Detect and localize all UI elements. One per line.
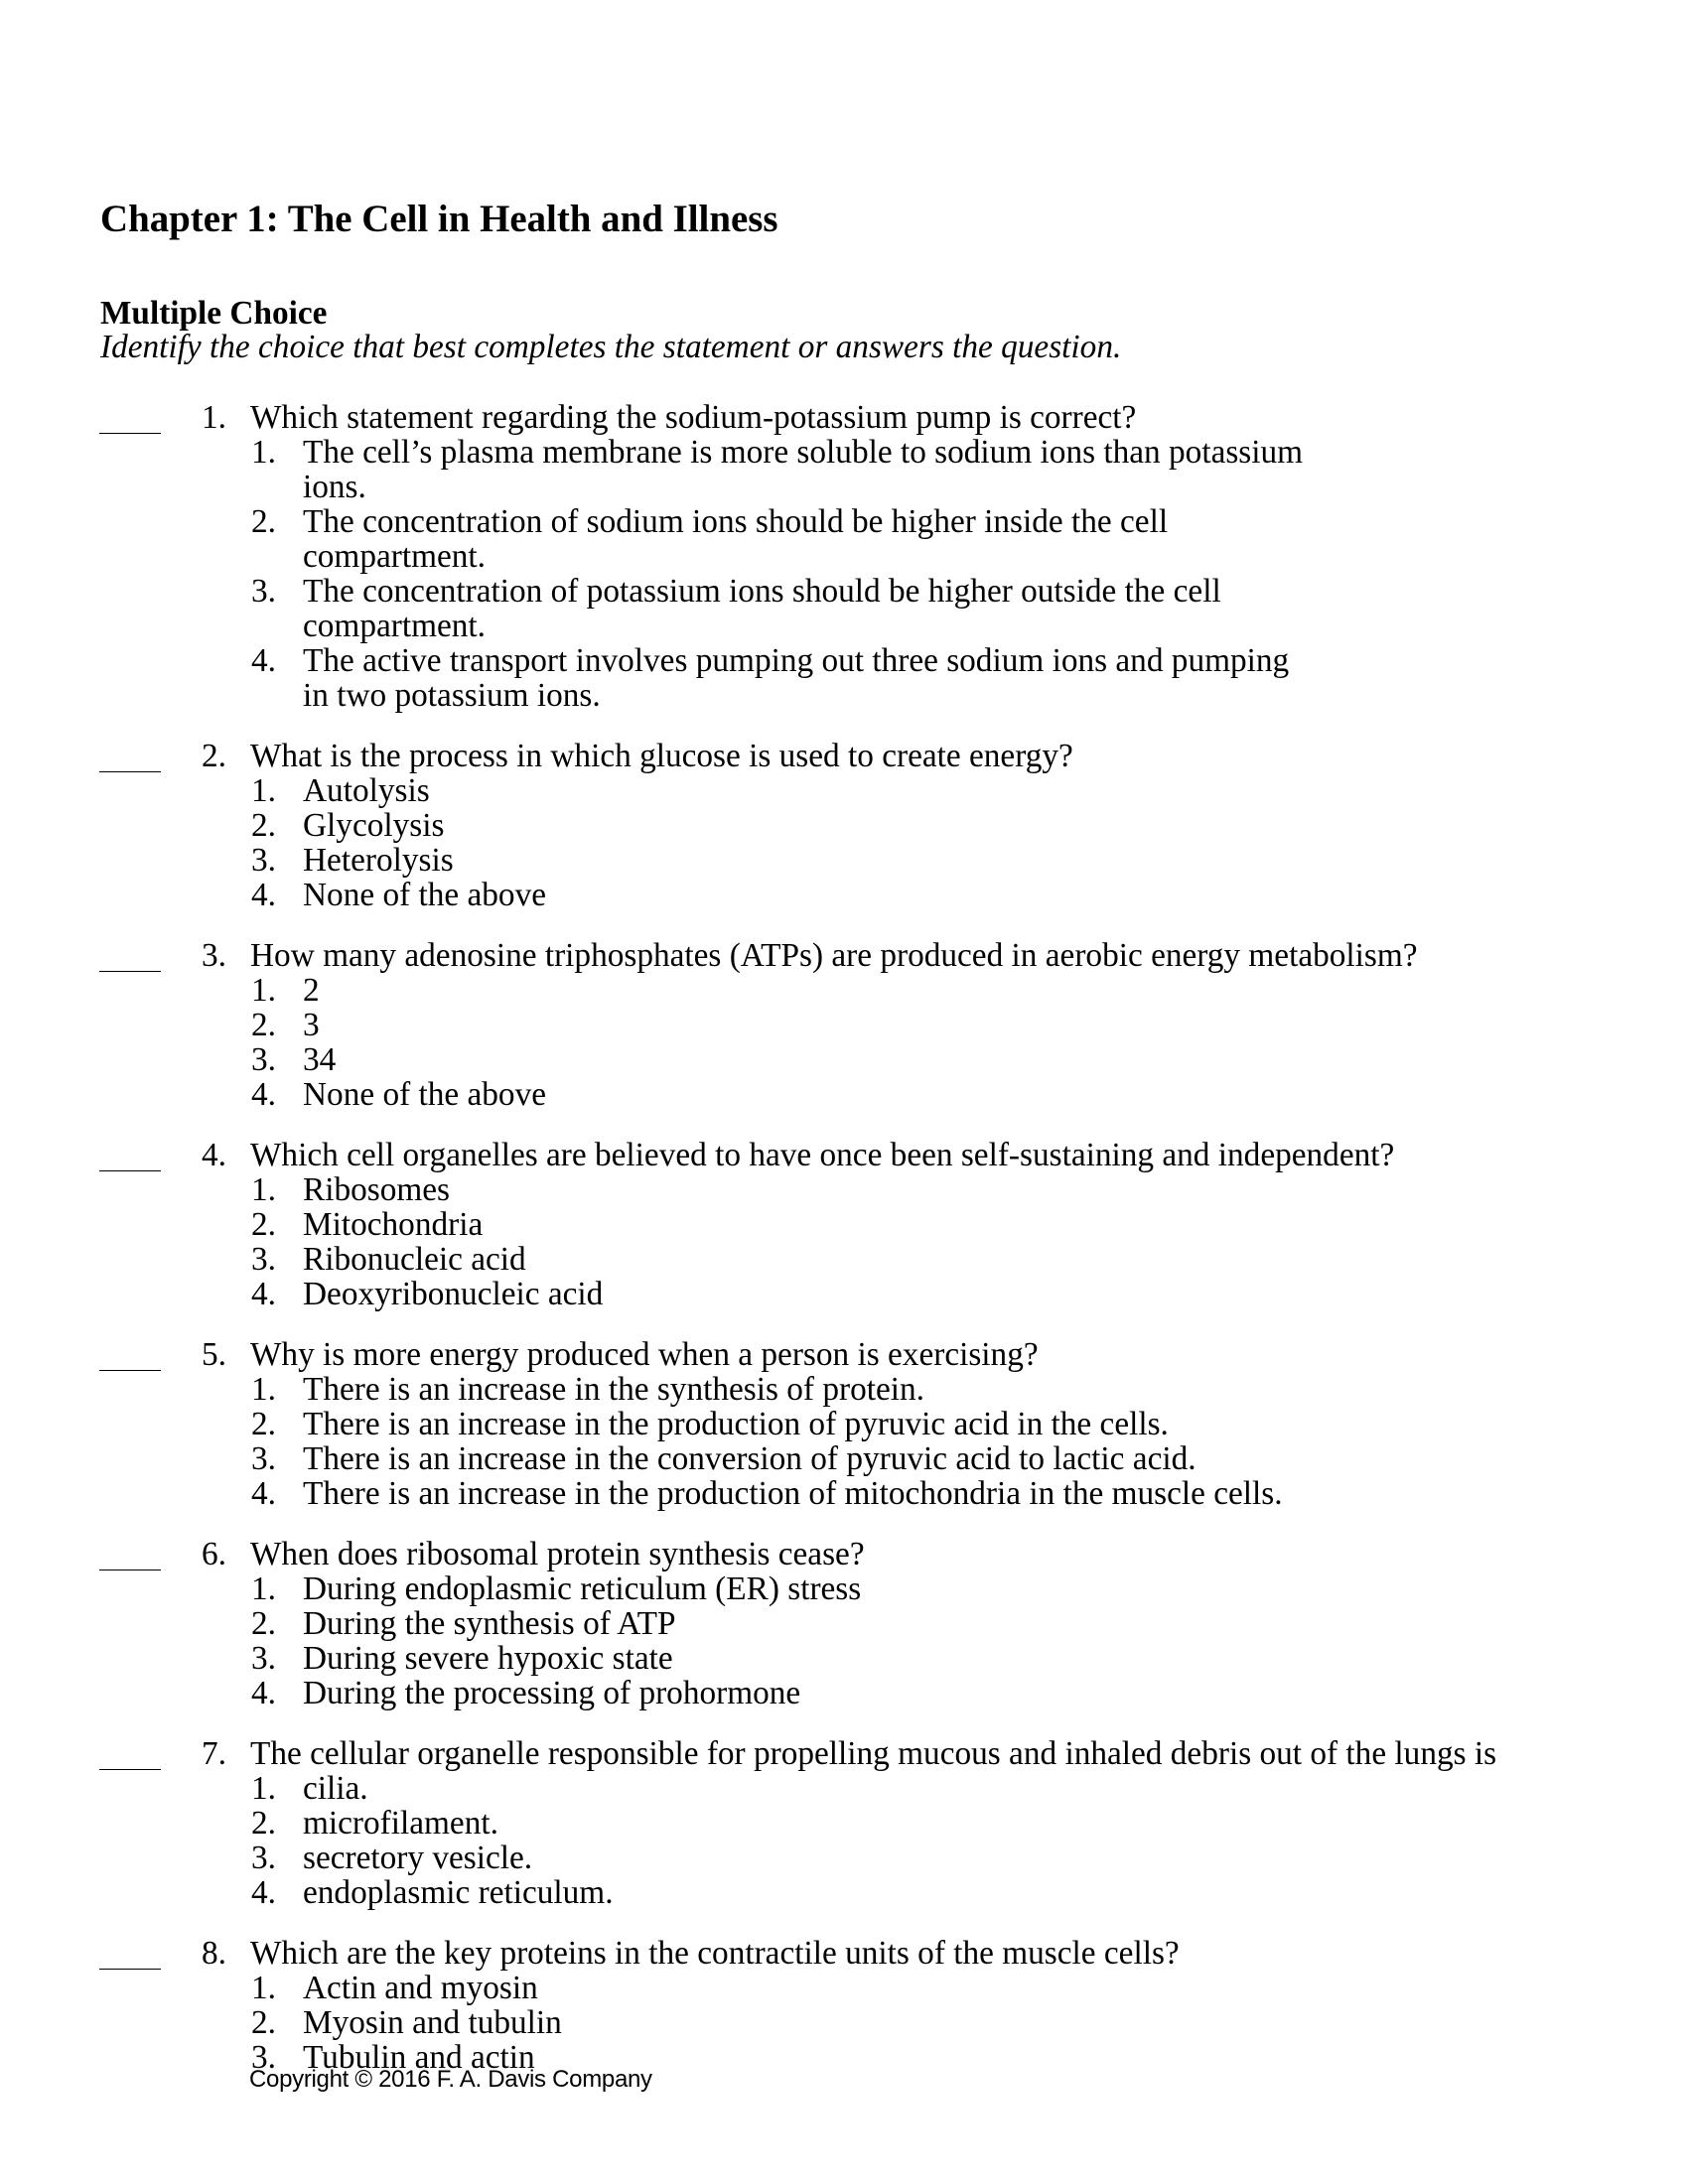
option-text: There is an increase in the conversion of pyruvic acid to lactic acid. [303, 1440, 1196, 1477]
question-item-3 [0, 938, 1688, 1112]
answer-option [0, 1407, 1688, 1441]
question-stem [0, 1936, 1688, 1971]
answer-option [0, 1676, 1688, 1710]
option-number: 3. [251, 1440, 276, 1477]
option-number: 2. [251, 1805, 276, 1842]
answer-option [0, 1207, 1688, 1242]
question-number: 4. [202, 1137, 226, 1173]
question-item-1 [0, 400, 1688, 713]
option-text: Heterolysis [303, 842, 454, 879]
answer-options [0, 1571, 1688, 1710]
answer-option [0, 1606, 1688, 1641]
answer-option [0, 504, 1688, 574]
answer-option [0, 1242, 1688, 1277]
option-number: 2. [251, 807, 276, 844]
question-item-2 [0, 739, 1688, 912]
question-text: What is the process in which glucose is used to create energy? [250, 738, 1073, 774]
option-number: 3. [251, 1840, 276, 1876]
question-text: Which statement regarding the sodium-potassium pump is correct? [250, 399, 1137, 436]
answer-blank[interactable] [99, 1969, 161, 1970]
option-number: 2. [251, 2004, 276, 2041]
question-number: 6. [202, 1536, 226, 1572]
answer-options [0, 773, 1688, 912]
option-number: 4. [251, 1475, 276, 1512]
answer-option [0, 808, 1688, 843]
option-number: 2. [251, 1406, 276, 1442]
answer-option [0, 878, 1688, 912]
question-item-4 [0, 1138, 1688, 1311]
answer-option [0, 1372, 1688, 1407]
answer-blank[interactable] [99, 1769, 161, 1770]
answer-option [0, 1771, 1688, 1806]
option-number: 3. [251, 1640, 276, 1677]
question-text: Which cell organelles are believed to have once been self-sustaining and independent? [250, 1137, 1395, 1173]
option-number: 1. [251, 972, 276, 1009]
question-stem [0, 1138, 1688, 1172]
question-item-5 [0, 1337, 1688, 1511]
answer-option [0, 1571, 1688, 1606]
answer-option [0, 1077, 1688, 1112]
option-text: endoplasmic reticulum. [303, 1874, 614, 1911]
question-list [0, 400, 1688, 2101]
option-text: The concentration of potassium ions should be higher outside the cell compartment. [303, 573, 1221, 644]
option-text: Deoxyribonucleic acid [303, 1276, 604, 1312]
option-text: There is an increase in the synthesis of protein. [303, 1371, 924, 1408]
option-number: 1. [251, 1171, 276, 1208]
option-number: 1. [251, 772, 276, 809]
answer-option [0, 1971, 1688, 2005]
question-stem [0, 1337, 1688, 1372]
answer-option [0, 643, 1688, 713]
option-text: 2 [303, 972, 320, 1009]
option-number: 1. [251, 1371, 276, 1408]
question-stem [0, 400, 1688, 435]
option-number: 3. [251, 2039, 276, 2076]
answer-option [0, 1841, 1688, 1875]
option-text: 3 [303, 1007, 320, 1043]
option-number: 4. [251, 1675, 276, 1711]
option-text: Glycolysis [303, 807, 445, 844]
answer-option [0, 2005, 1688, 2040]
option-text: 34 [303, 1041, 337, 1078]
answer-options [0, 1771, 1688, 1910]
question-text: Why is more energy produced when a person is exercising? [250, 1336, 1039, 1373]
option-text: During severe hypoxic state [303, 1640, 673, 1677]
answer-option [0, 1042, 1688, 1077]
option-text: Autolysis [303, 772, 430, 809]
answer-option [0, 773, 1688, 808]
answer-option [0, 973, 1688, 1008]
option-text: Mitochondria [303, 1206, 484, 1243]
question-item-6 [0, 1537, 1688, 1710]
answer-option [0, 1008, 1688, 1042]
question-stem [0, 1537, 1688, 1571]
question-text: How many adenosine triphosphates (ATPs) are produced in aerobic energy metabolism? [250, 937, 1418, 974]
question-stem [0, 739, 1688, 773]
option-number: 3. [251, 1041, 276, 1078]
option-number: 4. [251, 1874, 276, 1911]
answer-blank[interactable] [99, 433, 161, 434]
option-number: 4. [251, 1276, 276, 1312]
option-text: Tubulin and actin [303, 2039, 535, 2076]
option-text: The concentration of sodium ions should be higher inside the cell compartment. [303, 503, 1169, 575]
question-number: 7. [202, 1735, 226, 1772]
answer-options [0, 1372, 1688, 1511]
question-number: 5. [202, 1336, 226, 1373]
answer-option [0, 1875, 1688, 1910]
option-text: During endoplasmic reticulum (ER) stress [303, 1570, 862, 1607]
question-item-7 [0, 1736, 1688, 1910]
answer-option [0, 574, 1688, 643]
copyright-footer: Copyright © 2016 F. A. Davis Company [249, 2066, 652, 2093]
answer-options [0, 973, 1688, 1112]
option-text: There is an increase in the production of pyruvic acid in the cells. [303, 1406, 1169, 1442]
question-number: 1. [202, 399, 226, 436]
answer-option [0, 1641, 1688, 1676]
question-item-8 [0, 1936, 1688, 2075]
option-number: 1. [251, 434, 276, 471]
option-number: 1. [251, 1770, 276, 1807]
option-text: During the processing of prohormone [303, 1675, 801, 1711]
option-text: None of the above [303, 1076, 547, 1113]
option-text: During the synthesis of ATP [303, 1605, 676, 1642]
option-number: 3. [251, 573, 276, 610]
option-number: 2. [251, 503, 276, 540]
answer-blank[interactable] [99, 771, 161, 772]
answer-options [0, 435, 1688, 713]
instructions-text: Identify the choice that best completes the statement or answers the question. [100, 329, 1122, 365]
question-text: The cellular organelle responsible for propelling mucous and inhaled debris out of the lungs is [250, 1735, 1497, 1772]
answer-option [0, 1441, 1688, 1476]
answer-option [0, 843, 1688, 878]
answer-option [0, 1172, 1688, 1207]
chapter-title: Chapter 1: The Cell in Health and Illness [100, 198, 778, 240]
question-number: 2. [202, 738, 226, 774]
question-number: 8. [202, 1935, 226, 1972]
option-number: 3. [251, 1241, 276, 1278]
option-number: 2. [251, 1007, 276, 1043]
answer-blank[interactable] [99, 1170, 161, 1171]
question-text: Which are the key proteins in the contractile units of the muscle cells? [250, 1935, 1180, 1972]
option-number: 4. [251, 877, 276, 913]
question-stem [0, 1736, 1688, 1771]
option-number: 4. [251, 1076, 276, 1113]
option-number: 1. [251, 1970, 276, 2006]
answer-blank[interactable] [99, 1370, 161, 1371]
option-text: microfilament. [303, 1805, 498, 1842]
option-number: 2. [251, 1206, 276, 1243]
answer-option [0, 1476, 1688, 1511]
answer-option [0, 435, 1688, 504]
question-text: When does ribosomal protein synthesis cease? [250, 1536, 865, 1572]
option-text: cilia. [303, 1770, 368, 1807]
option-text: The active transport involves pumping out three sodium ions and pumping in two potassium ions. [303, 642, 1290, 714]
option-text: There is an increase in the production of mitochondria in the muscle cells. [303, 1475, 1283, 1512]
option-text: Actin and myosin [303, 1970, 538, 2006]
option-number: 3. [251, 842, 276, 879]
option-text: None of the above [303, 877, 547, 913]
option-text: The cell’s plasma membrane is more soluble to sodium ions than potassium ions. [303, 434, 1304, 505]
option-text: Ribosomes [303, 1171, 450, 1208]
option-text: secretory vesicle. [303, 1840, 533, 1876]
option-number: 2. [251, 1605, 276, 1642]
answer-option [0, 1806, 1688, 1841]
answer-options [0, 1172, 1688, 1311]
answer-blank[interactable] [99, 971, 161, 972]
question-stem [0, 938, 1688, 973]
option-number: 1. [251, 1570, 276, 1607]
answer-options [0, 1971, 1688, 2075]
option-text: Ribonucleic acid [303, 1241, 526, 1278]
question-number: 3. [202, 937, 226, 974]
answer-option [0, 1277, 1688, 1311]
section-heading: Multiple Choice [100, 295, 328, 332]
option-text: Myosin and tubulin [303, 2004, 562, 2041]
option-number: 4. [251, 642, 276, 679]
